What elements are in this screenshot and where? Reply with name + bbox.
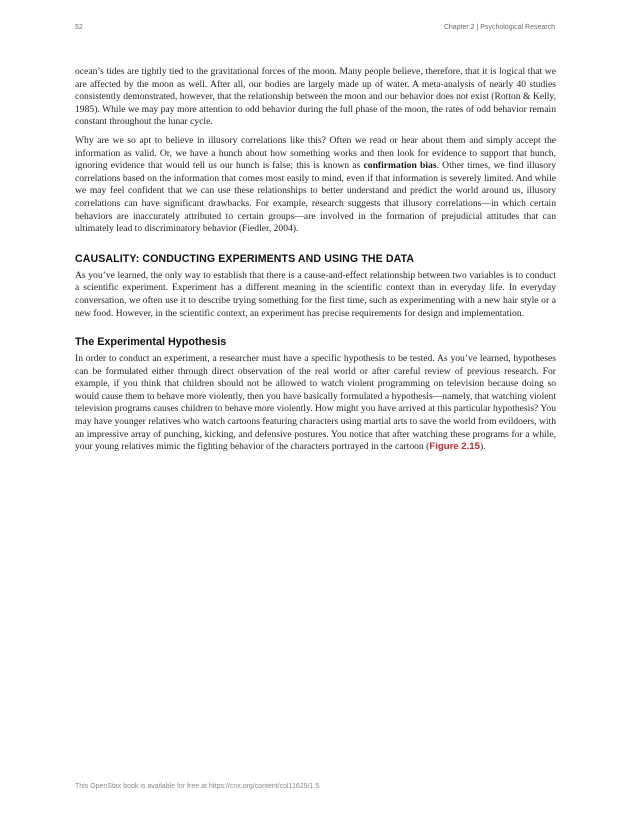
paragraph-causality: As you’ve learned, the only way to establish that there is a cause-and-effect relationship between two variables is to conduct a scientific experiment. Experiment has a different meaning in the scientific context than in everyday life. In everyday conversation, we often use it to describe trying something for the first time, such as experimenting with a new hair style or a new food. However, in the scientific context, an experiment has precise requirements for design and implementation.: [75, 269, 556, 319]
paragraph-illusory-correlations: [75, 135, 556, 236]
paragraph-text: In order to conduct an experiment, a researcher must have a specific hypothesis to be tested. As you’ve learned, hypotheses can be formulated either through direct observation of the real world or after careful review of previous research. For example, if you think that children should not be allowed to watch violent programming on television because doing so would cause them to behave more violently, then you have basically formulated a hypothesis—namely, that watching violent television programs causes children to behave more violently. How might you have arrived at this particular hypothesis? You may have younger relatives who watch cartoons featuring characters using martial arts to save the world from evildoers, with an impressive array of punching, kicking, and defensive postures. You notice that after watching these programs for a while, your young relatives mimic the fighting behavior of the characters portrayed in the cartoon (: [75, 353, 556, 453]
running-header: Chapter 2 | Psychological Research: [443, 24, 555, 31]
figure-link[interactable]: Figure 2.15: [429, 441, 480, 453]
key-term-confirmation-bias: confirmation bias: [363, 160, 437, 172]
page-footer: This OpenStax book is available for free at https://cnx.org/content/col11629/1.5: [75, 783, 320, 790]
paragraph-text: . Other times, we find illusory correlations based on the information that comes most easily to mind, even if that information is severely limited. And while we may feel confident that we can use these relationships to better understand and predict the world around us, illusory correlations can have significant drawbacks. For example, research suggests that illusory correlations—in which certain behaviors are inaccurately attributed to certain groups—are involved in the formation of prejudicial attitudes that can ultimately lead to discriminatory behavior (Fiedler, 2004).: [75, 160, 557, 235]
subsection-heading: The Experimental Hypothesis: [75, 336, 227, 349]
paragraph-text: Why are we so apt to believe in illusory correlations like this? Often we read or hear about them and simply accept the information as valid. Or, we have a hunch about how something works and then look for evidence to support that hunch, ignoring evidence that would tell us our hunch is false; this is known as: [75, 134, 556, 172]
paragraph-text: ).: [479, 441, 486, 453]
paragraph-hypothesis: [75, 353, 556, 454]
page-number: 52: [75, 24, 83, 31]
paragraph-moon-tides: ocean’s tides are tightly tied to the gravitational forces of the moon. Many people believe, therefore, that it is logical that we are affected by the moon as well. After all, our bodies are largely made up of water. A meta-analysis of nearly 40 studies consistently demonstrated, however, that the relationship between the moon and our behavior does not exist (Rotton & Kelly, 1985). While we may pay more attention to odd behavior during the full phase of the moon, the rates of odd behavior remain constant throughout the lunar cycle.: [75, 66, 556, 128]
section-heading: CAUSALITY: CONDUCTING EXPERIMENTS AND USING THE DATA: [75, 252, 415, 265]
page-content: [75, 66, 556, 460]
